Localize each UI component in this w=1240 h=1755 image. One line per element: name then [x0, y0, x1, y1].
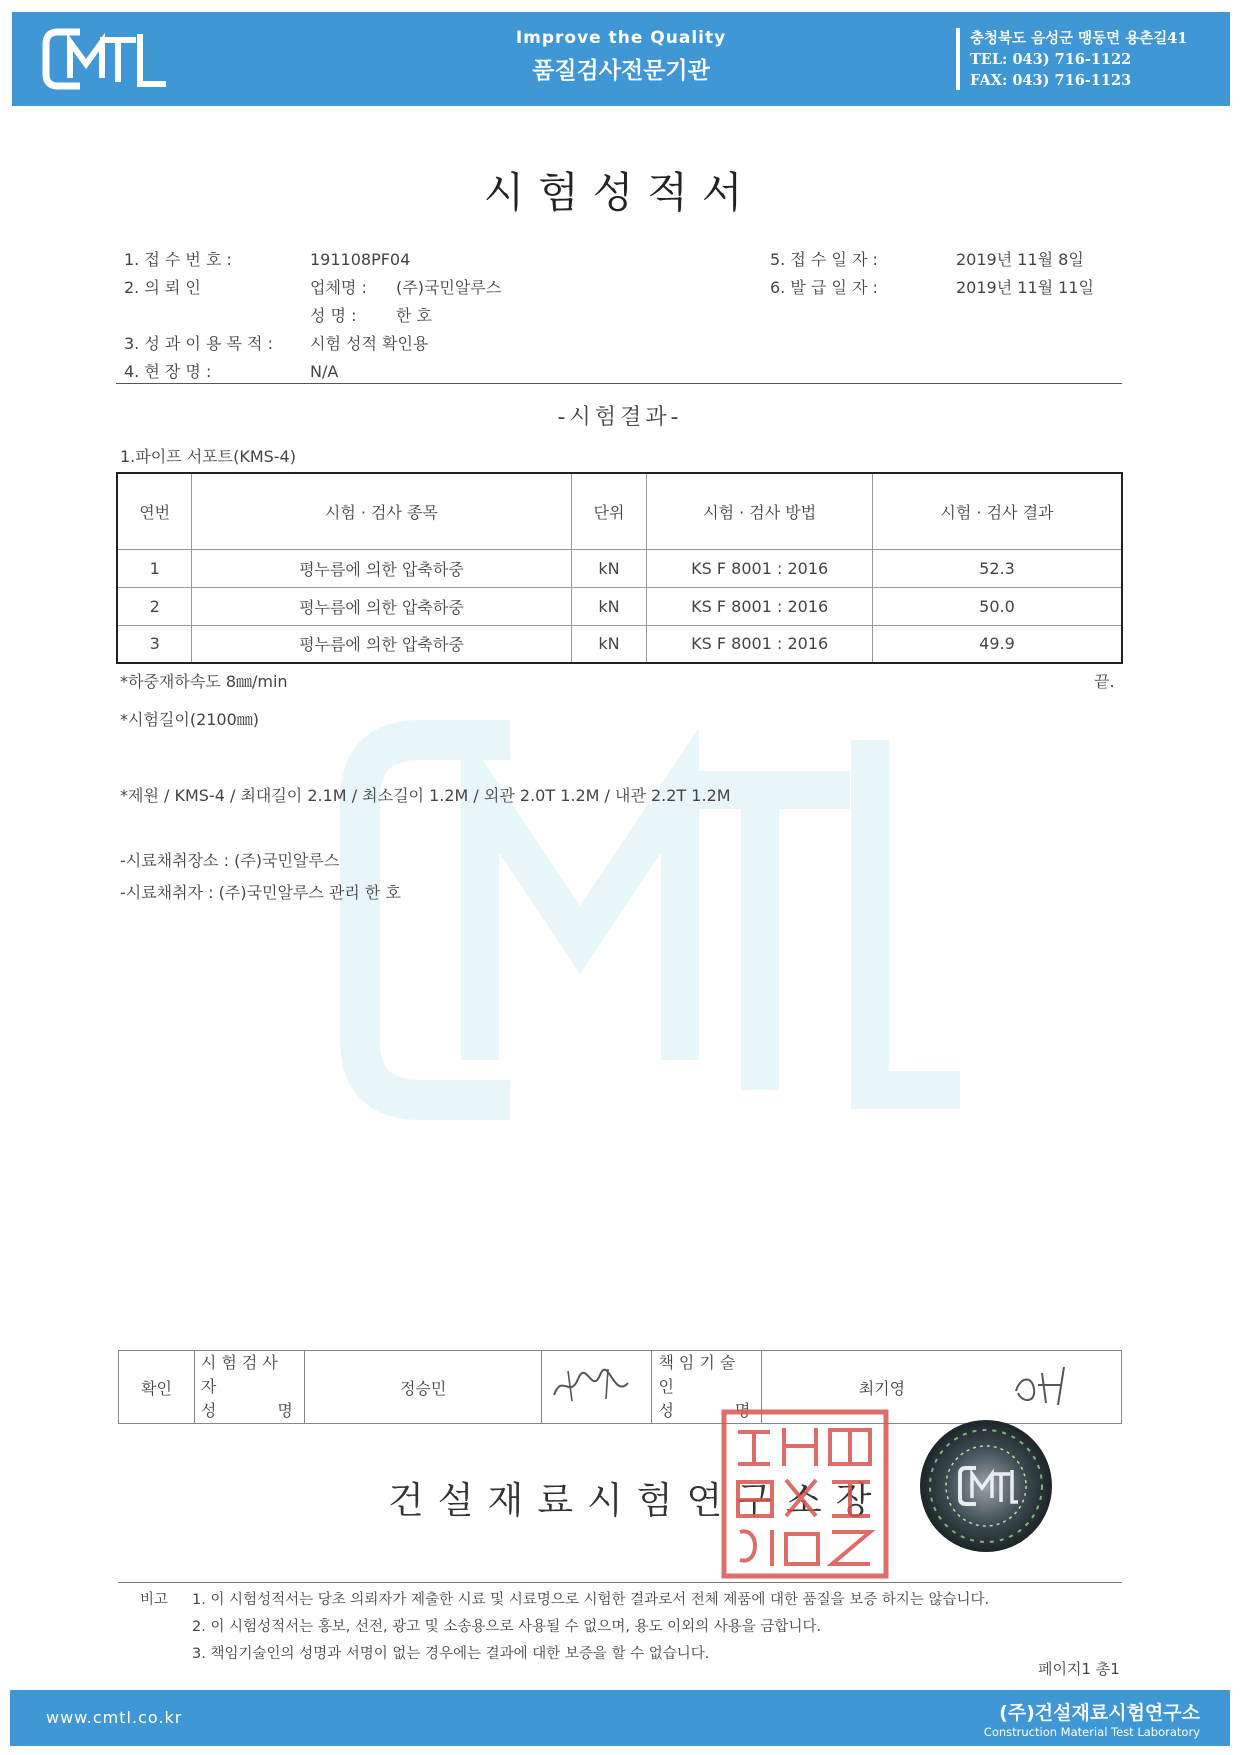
tester-label-line2: 성 명 [200, 1401, 298, 1420]
red-seal-icon [720, 1408, 890, 1580]
remarks-divider [118, 1582, 1122, 1583]
cell-unit: kN [571, 625, 647, 663]
manager-label-line2: 성 명 [658, 1401, 756, 1420]
received-date-value: 2019년 11월 8일 [956, 250, 1084, 269]
footer-band [10, 1690, 1230, 1746]
cell-method: KS F 8001 : 2016 [647, 549, 873, 587]
receipt-no-value: 191108PF04 [310, 250, 411, 269]
cell-no: 2 [117, 587, 192, 625]
header-tagline: Improve the Quality [515, 28, 727, 48]
receipt-no-label: 1. 접 수 번 호 : [124, 250, 232, 269]
tester-label-line1: 시험검사자 [200, 1353, 283, 1396]
remark-1: 1. 이 시험성적서는 당초 의뢰자가 제출한 시료 및 시료명으로 시험한 결과로서 전체 제품에 대한 품질을 보증 하지는 않습니다. [192, 1592, 990, 1608]
client-row [124, 275, 501, 298]
received-date-row [770, 247, 1084, 270]
footer-company: (주)건설재료시험연구소 [999, 1702, 1200, 1724]
header-tel: TEL: 043) 716-1122 [970, 51, 1132, 68]
company-value: (주)국민알루스 [396, 278, 502, 297]
results-table [116, 472, 1123, 664]
manager-name: 최기영 [762, 1351, 1002, 1424]
cell-result: 49.9 [872, 625, 1122, 663]
header-divider [956, 28, 960, 90]
cell-result: 52.3 [872, 549, 1122, 587]
cmtl-watermark-icon [330, 720, 970, 1120]
tester-name: 정승민 [304, 1351, 542, 1424]
received-date-label: 5. 접 수 일 자 : [770, 250, 878, 269]
header-contact [970, 28, 1187, 91]
remarks-label: 비고 [140, 1592, 169, 1608]
col-header-result: 시험 · 검사 결과 [872, 473, 1122, 549]
issued-date-row [770, 275, 1094, 298]
remark-2: 2. 이 시험성적서는 홍보, 선전, 광고 및 소송용으로 사용될 수 없으며, 용도 이외의 사용을 금합니다. [192, 1619, 822, 1635]
cell-no: 1 [117, 549, 192, 587]
col-header-method: 시험 · 검사 방법 [647, 473, 873, 549]
note-sampling-place: -시료채취장소 : (주)국민알루스 [120, 851, 340, 870]
header-address: 충청북도 음성군 맹동면 용촌길41 [970, 30, 1188, 47]
cell-unit: kN [571, 587, 647, 625]
note-spec: *제원 / KMS-4 / 최대길이 2.1M / 최소길이 1.2M / 외관 2.0T 1.2M / 내관 2.2T 1.2M [120, 786, 731, 805]
header-fax: FAX: 043) 716-1123 [970, 72, 1132, 89]
client-label: 2. 의 뢰 인 [124, 278, 201, 297]
note-test-length: *시험길이(2100㎜) [120, 710, 260, 729]
issued-date-value: 2019년 11월 11일 [956, 278, 1094, 297]
tester-signature-icon [548, 1365, 638, 1405]
header-band [12, 12, 1230, 106]
cell-method: KS F 8001 : 2016 [647, 587, 873, 625]
cell-no: 3 [117, 625, 192, 663]
col-header-item: 시험 · 검사 종목 [192, 473, 571, 549]
end-mark: 끝. [1094, 672, 1115, 691]
footer-url: www.cmtl.co.kr [46, 1708, 183, 1727]
remark-3: 3. 책임기술인의 성명과 서명이 없는 경우에는 결과에 대한 보증을 할 수 없습니다. [192, 1646, 710, 1662]
results-section-title: -시험결과- [557, 405, 683, 430]
table-row [117, 587, 1122, 625]
confirm-label: 확인 [119, 1351, 195, 1424]
name-label: 성 명 : [310, 306, 357, 325]
client-name-row [310, 303, 432, 326]
receipt-no-row [124, 247, 410, 270]
manager-signature [1002, 1351, 1122, 1424]
manager-signature-icon [1008, 1363, 1078, 1407]
header-agency: 품질검사전문기관 [532, 58, 710, 84]
site-value: N/A [310, 362, 339, 381]
results-header-row [117, 473, 1122, 549]
company-label: 업체명 : [310, 278, 367, 297]
purpose-label: 3. 성 과 이 용 목 적 : [124, 334, 273, 353]
test-item-title: 1.파이프 서포트(KMS-4) [120, 447, 296, 466]
table-row [117, 625, 1122, 663]
cell-item: 평누름에 의한 압축하중 [192, 625, 571, 663]
col-header-no: 연번 [117, 473, 192, 549]
issued-date-label: 6. 발 급 일 자 : [770, 278, 878, 297]
site-row [124, 359, 338, 382]
issuer-name: 건설재료시험연구소장 [388, 1479, 886, 1522]
signature-table [118, 1350, 1122, 1424]
cell-unit: kN [571, 549, 647, 587]
hologram-sticker-icon [918, 1418, 1054, 1554]
col-header-unit: 단위 [571, 473, 647, 549]
info-divider [116, 383, 1122, 384]
note-loading-speed: *하중재하속도 8㎜/min [120, 672, 288, 691]
purpose-row [124, 331, 428, 354]
manager-label-line1: 책임기술인 [658, 1353, 741, 1396]
site-label: 4. 현 장 명 : [124, 362, 212, 381]
cell-method: KS F 8001 : 2016 [647, 625, 873, 663]
purpose-value: 시험 성적 확인용 [310, 334, 429, 353]
cell-result: 50.0 [872, 587, 1122, 625]
page-number: 페이지1 총1 [1038, 1660, 1120, 1678]
tester-label [194, 1351, 304, 1424]
note-sampler: -시료채취자 : (주)국민알루스 관리 한 호 [120, 883, 401, 902]
table-row [117, 549, 1122, 587]
cell-item: 평누름에 의한 압축하중 [192, 549, 571, 587]
tester-signature [542, 1351, 652, 1424]
footer-company-en: Construction Material Test Laboratory [983, 1725, 1200, 1739]
document-title: 시험성적서 [483, 168, 757, 217]
name-value: 한 호 [396, 306, 432, 325]
cell-item: 평누름에 의한 압축하중 [192, 587, 571, 625]
